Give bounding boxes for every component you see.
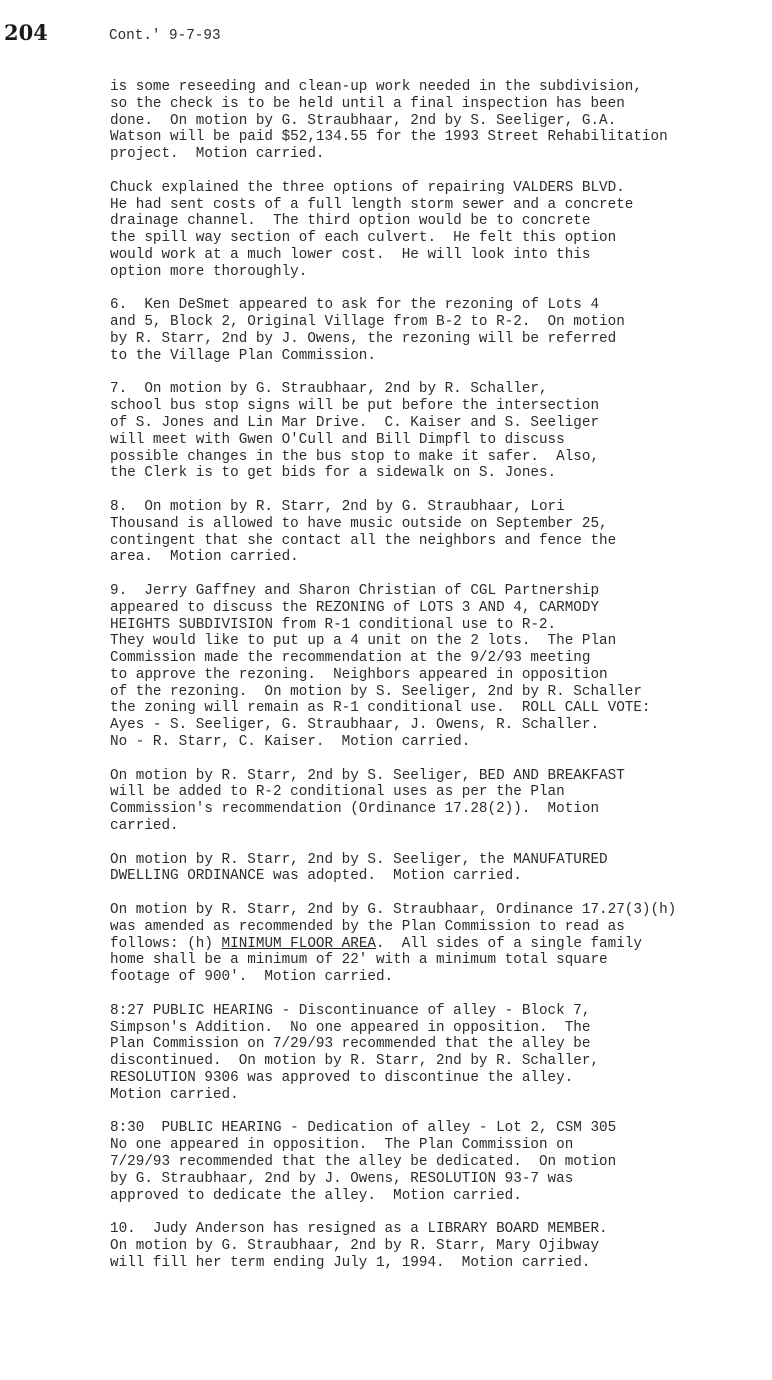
text-line: Plan Commission on 7/29/93 recommended that the alley be xyxy=(110,1036,591,1053)
paragraph-item-10 xyxy=(110,1221,770,1271)
text-line: On motion by G. Straubhaar, 2nd by R. Starr, Mary Ojibway xyxy=(110,1237,600,1254)
paragraph-item-6 xyxy=(110,297,770,364)
minutes-body xyxy=(110,79,770,1288)
text-line: Chuck explained the three options of repairing VALDERS BLVD. xyxy=(110,179,625,196)
text-line: RESOLUTION 9306 was approved to discontinue the alley. xyxy=(110,1070,574,1087)
text-line: drainage channel. The third option would be to concrete xyxy=(110,213,591,230)
paragraph-hearing-830 xyxy=(110,1120,770,1204)
text-line: home shall be a minimum of 22' with a minimum total square xyxy=(110,952,608,969)
text-line: is some reseeding and clean-up work needed in the subdivision, xyxy=(110,79,642,95)
text-line: by R. Starr, 2nd by J. Owens, the rezoning will be referred xyxy=(110,330,617,347)
text-line: 8:27 PUBLIC HEARING - Discontinuance of alley - Block 7, xyxy=(110,1002,591,1019)
text-line: to approve the rezoning. Neighbors appeared in opposition xyxy=(110,666,608,683)
text-line: Thousand is allowed to have music outside on September 25, xyxy=(110,515,608,532)
text-line: carried. xyxy=(110,818,179,835)
paragraph-item-9 xyxy=(110,583,770,751)
text-line: 8:30 PUBLIC HEARING - Dedication of alley - Lot 2, CSM 305 xyxy=(110,1120,617,1137)
text-line: option more thoroughly. xyxy=(110,263,308,280)
text-line: will meet with Gwen O'Cull and Bill Dimpfl to discuss xyxy=(110,431,565,448)
text-line: contingent that she contact all the neighbors and fence the xyxy=(110,532,617,549)
text-line: Commission made the recommendation at the 9/2/93 meeting xyxy=(110,650,591,667)
text-line: footage of 900'. Motion carried. xyxy=(110,969,394,986)
text-line: so the check is to be held until a final inspection has been xyxy=(110,95,625,112)
text-line: Simpson's Addition. No one appeared in opposition. The xyxy=(110,1019,591,1036)
text-line: 6. Ken DeSmet appeared to ask for the rezoning of Lots 4 xyxy=(110,297,600,314)
text-line: DWELLING ORDINANCE was adopted. Motion carried. xyxy=(110,868,522,885)
text-line: school bus stop signs will be put before the intersection xyxy=(110,398,600,415)
paragraph-bed-and-breakfast xyxy=(110,768,770,835)
text-line: was amended as recommended by the Plan Commission to read as xyxy=(110,918,625,935)
text-line: would work at a much lower cost. He will look into this xyxy=(110,246,591,263)
text-line: 7. On motion by G. Straubhaar, 2nd by R. Schaller, xyxy=(110,381,548,398)
text-line: 7/29/93 recommended that the alley be dedicated. On motion xyxy=(110,1154,617,1170)
text-line: Commission's recommendation (Ordinance 17.28(2)). Motion xyxy=(110,801,600,818)
text-line: Motion carried. xyxy=(110,1086,239,1103)
text-line: They would like to put up a 4 unit on the 2 lots. The Plan xyxy=(110,633,617,650)
text-line: the Clerk is to get bids for a sidewalk on S. Jones. xyxy=(110,465,557,482)
text-line: appeared to discuss the REZONING of LOTS 3 AND 4, CARMODY xyxy=(110,599,600,616)
text-line: No one appeared in opposition. The Plan Commission on xyxy=(110,1137,574,1154)
text-line: area. Motion carried. xyxy=(110,549,299,566)
text-line: 9. Jerry Gaffney and Sharon Christian of CGL Partnership xyxy=(110,582,600,599)
text-line: discontinued. On motion by R. Starr, 2nd by R. Schaller, xyxy=(110,1053,600,1070)
paragraph-check-hold xyxy=(110,79,770,163)
text-line: and 5, Block 2, Original Village from B-2 to R-2. On motion xyxy=(110,314,625,331)
text-line: On motion by R. Starr, 2nd by S. Seeliger, the MANUFATURED xyxy=(110,851,608,868)
text-line: Watson will be paid $52,134.55 for the 1993 Street Rehabilitation xyxy=(110,129,668,146)
text-line: will fill her term ending July 1, 1994. Motion carried. xyxy=(110,1254,591,1271)
paragraph-item-7 xyxy=(110,381,770,482)
text-line: No - R. Starr, C. Kaiser. Motion carried. xyxy=(110,734,471,751)
continuation-header: Cont.' 9-7-93 xyxy=(109,28,221,44)
page-number: 204 xyxy=(4,20,48,45)
text-line: possible changes in the bus stop to make it safer. Also, xyxy=(110,448,600,465)
text-line: the spill way section of each culvert. He felt this option xyxy=(110,230,617,247)
paragraph-valders-blvd xyxy=(110,180,770,281)
text-line: approved to dedicate the alley. Motion carried. xyxy=(110,1187,522,1204)
text-line: done. On motion by G. Straubhaar, 2nd by S. Seeliger, G.A. xyxy=(110,112,617,129)
text-line: of the rezoning. On motion by S. Seeliger, 2nd by R. Schaller xyxy=(110,683,642,700)
text-line: Ayes - S. Seeliger, G. Straubhaar, J. Owens, R. Schaller. xyxy=(110,717,600,734)
text-line: HEIGHTS SUBDIVISION from R-1 conditional use to R-2. xyxy=(110,616,557,633)
text-line: the zoning will remain as R-1 conditional use. ROLL CALL VOTE: xyxy=(110,700,651,717)
text-line: 8. On motion by R. Starr, 2nd by G. Straubhaar, Lori xyxy=(110,498,565,515)
text-line: He had sent costs of a full length storm sewer and a concrete xyxy=(110,196,634,213)
paragraph-manufactured-dwelling xyxy=(110,852,770,886)
text-line: 10. Judy Anderson has resigned as a LIBRARY BOARD MEMBER. xyxy=(110,1221,608,1238)
text-line: On motion by R. Starr, 2nd by S. Seeliger, BED AND BREAKFAST xyxy=(110,767,625,784)
paragraph-ordinance-17-27 xyxy=(110,902,770,986)
text-line: to the Village Plan Commission. xyxy=(110,347,376,364)
text-line: follows: (h) MINIMUM FLOOR AREA. All sides of a single family xyxy=(110,935,642,952)
text-line: of S. Jones and Lin Mar Drive. C. Kaiser and S. Seeliger xyxy=(110,414,600,431)
text-line: by G. Straubhaar, 2nd by J. Owens, RESOLUTION 93-7 was xyxy=(110,1170,574,1187)
underlined-heading: MINIMUM FLOOR AREA xyxy=(221,935,376,952)
text-line: project. Motion carried. xyxy=(110,146,325,163)
paragraph-hearing-827 xyxy=(110,1003,770,1104)
text-line: On motion by R. Starr, 2nd by G. Straubhaar, Ordinance 17.27(3)(h) xyxy=(110,902,677,919)
paragraph-item-8 xyxy=(110,499,770,566)
text-line: will be added to R-2 conditional uses as per the Plan xyxy=(110,784,565,801)
